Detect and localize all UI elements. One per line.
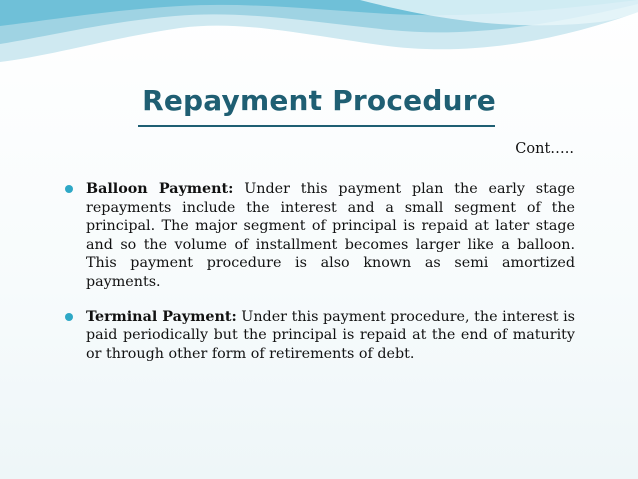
bullet-balloon-payment xyxy=(62,180,575,292)
title-underline xyxy=(138,125,495,127)
bullet-terminal-payment xyxy=(62,308,575,364)
slide-title: Repayment Procedure xyxy=(142,84,496,117)
continuation-note: Cont….. xyxy=(515,141,574,157)
bullet-term: Terminal Payment: xyxy=(86,308,237,325)
bullet-text: Under this payment plan the early stage repayments include the interest and a small segment of the principal. The major segment of principal is repaid at later stage and so the volume of installment becomes larger like a balloon. This payment procedure is also known as semi amortized payments. xyxy=(86,181,575,290)
bullet-dot-icon xyxy=(65,313,73,321)
bullet-dot-icon xyxy=(65,185,73,193)
bullet-term: Balloon Payment: xyxy=(86,181,234,197)
wave-decoration xyxy=(0,0,638,80)
bullet-text: Under this payment procedure, the interest is paid periodically but the principal is repaid at the end of maturity or through other form of retirements of debt. xyxy=(86,308,575,362)
bullet-list xyxy=(62,180,575,363)
